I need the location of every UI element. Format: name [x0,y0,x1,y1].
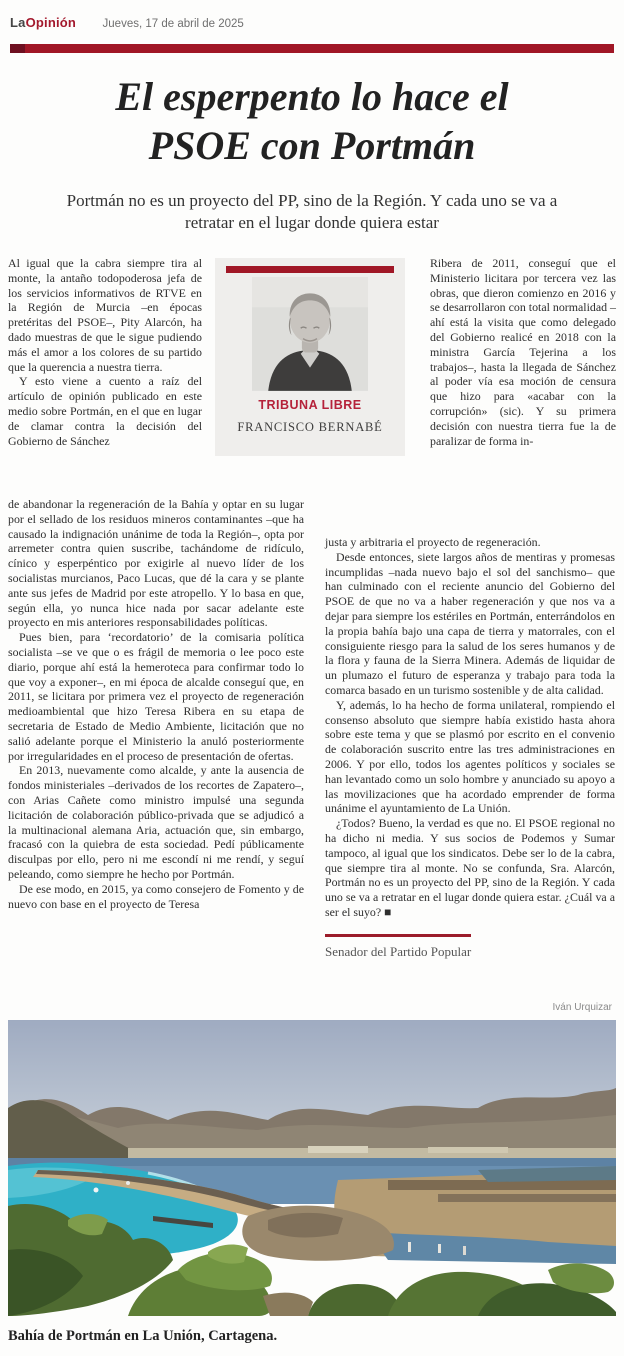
body-paragraph: Desde entonces, siete largos años de mentiras y promesas incumplidas –nada nuevo bajo el sol del sanchismo– que han culminado con el reciente anuncio del Gobierno del PSOE de que no va a haber regeneración y que nos va a dejar para siempre los estériles en Portmán, enterrándolos en la propia bahía bajo una capa de tierra y matorrales, con el consiguiente riesgo para la salud de los seres humanos y de la flora y fauna de la Sierra Minera. Además de liquidar de un plumazo el futuro de esperanza y trabajo para toda la comarca basado en un turismo sostenible y de alta calidad. [325,549,615,697]
author-box-rule [226,266,394,273]
author-portrait [252,277,368,391]
column-3-top [430,256,616,448]
body-paragraph: Y esto viene a cuento a raíz del artículo de opinión publicado en este medio sobre Portmán, en el que en lugar de clamar contra la decisión del Gobierno de Sánchez [8,374,202,448]
headline-line2: PSOE con Portmán [148,123,476,169]
author-name: FRANCISCO BERNABÉ [237,420,383,434]
masthead [10,14,614,36]
signature-block [325,934,615,960]
body-paragraph: Al igual que la cabra siempre tira al monte, la antaño todopoderosa jefa de los servicios informativos de RTVE en la Región de Murcia –en épocas pretéritas del PSOE–, Pity Alarcón, ha dado muestras de que le sigue pudiendo más el amor a los colores de su partido que la querencia a nuestra tierra. [8,256,202,374]
signature-rule [325,934,471,937]
author-title: Senador del Partido Popular [325,943,472,959]
body-paragraph: De ese modo, en 2015, ya como consejero de Fomento y de nuevo con base en el proyecto de Teresa [8,881,304,911]
headline [0,72,624,170]
logo-prefix: La [10,15,26,30]
standfirst: Portmán no es un proyecto del PP, sino de la Región. Y cada uno se va a retratar en el lugar donde quiera estar [66,191,558,233]
body-paragraph: Y, además, lo ha hecho de forma unilateral, rompiendo el consenso absoluto que siempre había existido hasta ahora sobre este tema y que se plasmó por escrito en el convenio de colaboración suscrito entre las tres administraciones en 2006. Y por ello, todos los agentes políticos y sociales se han levantado como un solo hombre y anunciado su apoyo a las movilizaciones que ha acordado emprender de forma unánime el ayuntamiento de La Unión. [325,697,615,816]
column-1-top [8,256,202,448]
column-left-wide [8,497,304,911]
edition-date: Jueves, 17 de abril de 2025 [102,18,244,30]
body-paragraph: de abandonar la regeneración de la Bahía y optar en su lugar por el sellado de los residuos mineros contaminantes –que ha causado la indignación unánime de toda la Región–, opta por arremeter contra quien suscribe, tachándome de ridículo, cínico y esperpéntico por exigirle al nuevo líder de los socialistas murcianos, Paco Lucas, que dé la cara y se plante ante sus jefes de Madrid por este atropello. Y lo basa en que, según ella, yo nunca hice nada por sacar adelante este proyecto en mis anteriores responsabilidades políticas. [8,497,304,630]
body-paragraph: Pues bien, para ‘recordatorio’ de la comisaria política socialista –se ve que o es frágil de memoria o lee poco este diario, porque ahí está la hemeroteca para confirmar todo lo que voy a exponer–, en mi época de alcalde conseguí que, en 2011, se licitara por primera vez el proyecto de regeneración medioambiental que hizo Teresa Ribera en su etapa de secretaria de Estado de Medio Ambiente, licitación que no salió adelante porque el Ministerio la anuló posteriormente por irregularidades en el proceso de presentación de ofertas. [8,630,304,763]
photo-credit: Iván Urquizar [552,1002,612,1013]
body-paragraph: En 2013, nuevamente como alcalde, y ante la ausencia de fondos ministeriales –derivados de los recortes de Zapatero–, con Arias Cañete como ministro impulsé una segunda licitación de colaboración público-privada que se adjudicó a la multinacional alemana Aria, actuación que, sin embargo, fracasó con la quiebra de esta sociedad. Pedí públicamente disculpas por ello, pero ni me escondí ni me rendí, y seguí peleando, como siempre he hecho por Portmán. [8,763,304,881]
logo-main: Opinión [25,15,77,30]
newspaper-logo [10,15,76,30]
column-right-wide [325,535,615,960]
tribune-kicker: TRIBUNA LIBRE [258,398,362,412]
photo-caption: Bahía de Portmán en La Unión, Cartagena. [8,1328,278,1344]
author-box [215,258,405,456]
masthead-rule [10,44,614,53]
masthead-rule-cap [10,44,25,53]
headline-line1: El esperpento lo hace el [115,74,509,119]
body-paragraph: Ribera de 2011, conseguí que el Ministerio licitara por tercera vez las obras, que dieron comienzo en 2016 y se desarrollaron con total normalidad –ahí está la visita que como delegado del Gobierno realicé en 2018 con la ministra García Tejerina a los trabajos–, hasta la llegada de Sánchez al poder vía esa moción de censura que hizo para «acabar con la corrupción» (sic). Y su primera decisión con nuestra tierra fue la de paralizar de forma in- [430,256,616,448]
body-paragraph: justa y arbitraria el proyecto de regeneración. [325,535,541,549]
body-paragraph: ¿Todos? Bueno, la verdad es que no. El PSOE regional no ha dicho ni media. Y sus socios de Podemos y Sumar tampoco, al igual que los sindicatos. Debe ser lo de la cabra, que siempre tira al monte. No se confunda, Sra. Alarcón, Portmán no es un proyecto del PP, sino de la Región. Y cada uno se va a retratar en el lugar donde quiera estar. ¿Cuál va a ser el suyo? ■ [325,816,615,919]
bay-photo [8,1020,616,1316]
